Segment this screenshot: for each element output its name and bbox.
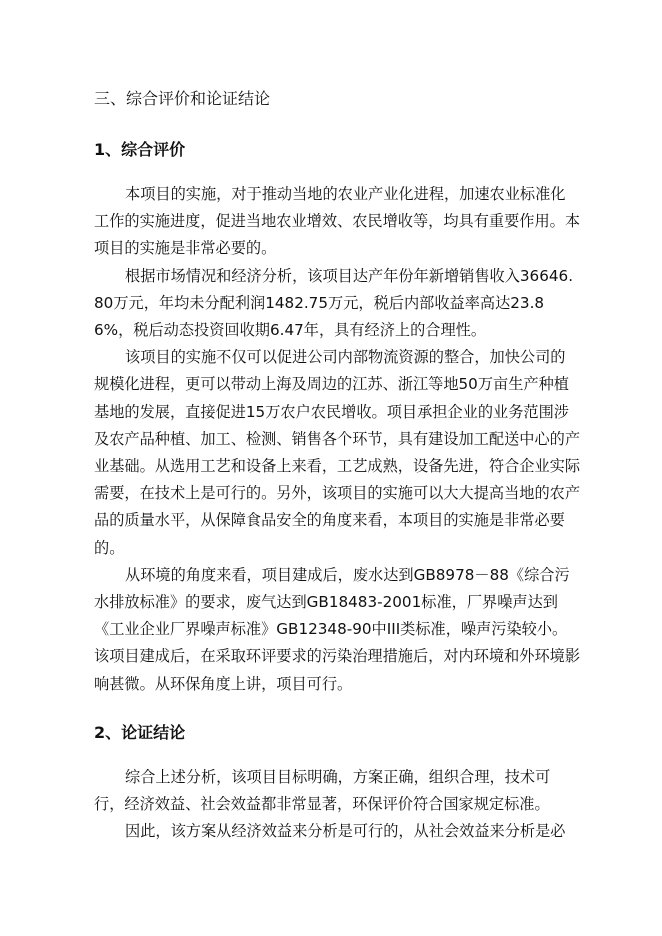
paragraph-environmental-analysis: 从环境的角度来看，项目建成后，废水达到GB8978－88《综合污水排放标准》的要求，废气达到GB18483-2001标准，厂界噪声达到《工业企业厂界噪声标准》GB12348-90中III类标准，噪声污染较小。该项目建成后，在采取环评要求的污染治理措施后，对内环境和外环境影响甚微。从环保角度上讲，项目可行。 <box>94 565 580 693</box>
paragraph-economic-analysis: 根据市场情况和经济分析，该项目达产年份年新增销售收入36646.80万元，年均未分配利润1482.75万元，税后内部收益率高达23.86%，税后动态投资回收期6.47年，具有经济上的合理性。 <box>94 266 574 340</box>
paragraph-implementation-importance: 本项目的实施，对于推动当地的农业产业化进程，加速农业标准化工作的实施进度，促进当地农业增效、农民增收等，均具有重要作用。本项目的实施是非常必要的。 <box>94 185 580 258</box>
document-body <box>94 86 580 845</box>
paragraph-summary: 综合上述分析，该项目目标明确，方案正确，组织合理，技术可行，经济效益、社会效益都非常显著，环保评价符合国家规定标准。 <box>94 767 551 814</box>
paragraph-feasibility: 因此，该方案从经济效益来分析是可行的，从社会效益来分析是必 <box>125 822 566 841</box>
subsection-heading-comprehensive-evaluation: 1、综合评价 <box>94 140 186 159</box>
subsection-heading-conclusion: 2、论证结论 <box>94 722 186 742</box>
section-title: 三、综合评价和论证结论 <box>94 89 271 108</box>
paragraph-logistics-integration: 该项目的实施不仅可以促进公司内部物流资源的整合，加快公司的规模化进程，更可以带动上海及周边的江苏、浙江等地50万亩生产种植基地的发展，直接促进15万农户农民增收。项目承担企业的业务范围涉及农产品种植、加工、检测、销售各个环节，具有建设加工配送中心的产业基础。从选用工艺和设备上来看，工艺成熟，设备先进，符合企业实际需要，在技术上是可行的。另外，该项目的实施可以大大提高当地的农产品的质量水平，从保障食品安全的角度来看，本项目的实施是非常必要的。 <box>94 348 580 557</box>
